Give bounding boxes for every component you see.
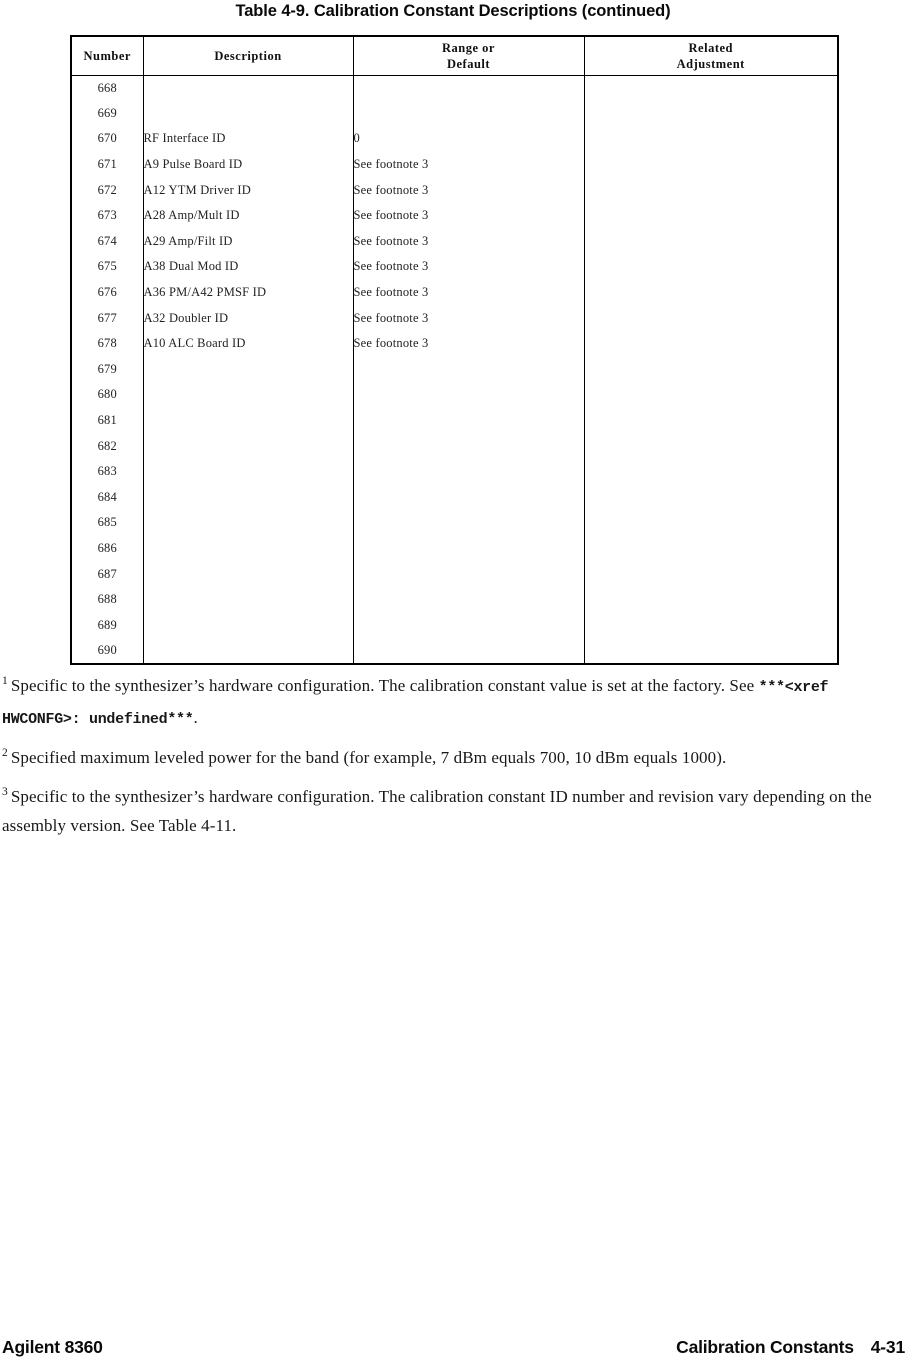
table-row	[71, 382, 838, 408]
table-row	[71, 305, 838, 331]
cell-number: 676	[97, 285, 117, 300]
table-row	[71, 229, 838, 255]
footnote-text: .	[193, 707, 198, 727]
cell-adjustment	[584, 229, 838, 255]
cell-description	[143, 536, 353, 562]
cell-range: See footnote 3	[353, 331, 584, 357]
cell-adjustment	[584, 485, 838, 511]
cell-number: 689	[97, 617, 117, 632]
footnote-marker: 3	[2, 785, 8, 798]
footnote-marker: 1	[2, 675, 8, 688]
cell-number: 690	[97, 642, 117, 657]
cell-description	[143, 433, 353, 459]
cell-adjustment	[584, 280, 838, 306]
cell-description: A12 YTM Driver ID	[143, 177, 353, 203]
cell-description	[143, 561, 353, 587]
column-header: Related Adjustment	[584, 36, 838, 75]
cell-number: 677	[97, 310, 117, 325]
cell-adjustment	[584, 382, 838, 408]
cell-range: See footnote 3	[353, 280, 584, 306]
cell-adjustment	[584, 612, 838, 638]
column-header: Range or Default	[353, 36, 584, 75]
footnote	[2, 782, 903, 841]
cell-number: 671	[97, 157, 117, 172]
cell-range	[353, 408, 584, 434]
cell-range	[353, 485, 584, 511]
cell-number: 674	[97, 233, 117, 248]
cell-number: 673	[97, 208, 117, 223]
cell-adjustment	[584, 152, 838, 178]
table-row	[71, 280, 838, 306]
cell-range	[353, 612, 584, 638]
cell-range	[353, 101, 584, 127]
cell-number: 668	[97, 80, 117, 95]
table-row	[71, 612, 838, 638]
cell-range	[353, 459, 584, 485]
cell-description: A28 Amp/Mult ID	[143, 203, 353, 229]
cell-adjustment	[584, 126, 838, 152]
table-row	[71, 587, 838, 613]
cell-number: 682	[97, 438, 117, 453]
cell-range	[353, 433, 584, 459]
cell-range: See footnote 3	[353, 229, 584, 255]
cell-description	[143, 510, 353, 536]
cell-description	[143, 459, 353, 485]
cell-description	[143, 101, 353, 127]
footnote-code: ***<xref HWCONFG>: undefined***	[2, 679, 829, 728]
cell-number: 687	[97, 566, 117, 581]
cell-adjustment	[584, 75, 838, 101]
table-body	[71, 75, 838, 664]
cell-range: 0	[353, 126, 584, 152]
cell-number: 688	[97, 592, 117, 607]
table-row	[71, 638, 838, 664]
cell-range	[353, 587, 584, 613]
cell-number: 683	[97, 464, 117, 479]
cell-description: A29 Amp/Filt ID	[143, 229, 353, 255]
table-row	[71, 101, 838, 127]
cell-adjustment	[584, 561, 838, 587]
cell-description	[143, 382, 353, 408]
column-header: Number	[71, 36, 143, 75]
cell-number: 669	[97, 105, 117, 120]
cell-number: 672	[97, 182, 117, 197]
table-row	[71, 126, 838, 152]
cell-description: A9 Pulse Board ID	[143, 152, 353, 178]
cell-adjustment	[584, 433, 838, 459]
cell-number: 680	[97, 387, 117, 402]
table-row	[71, 433, 838, 459]
cell-adjustment	[584, 357, 838, 383]
cell-description: RF Interface ID	[143, 126, 353, 152]
footer-model: Agilent 8360	[2, 1337, 103, 1357]
cell-range	[353, 357, 584, 383]
cell-description	[143, 638, 353, 664]
cell-range	[353, 638, 584, 664]
table-row	[71, 331, 838, 357]
cell-adjustment	[584, 177, 838, 203]
cell-range: See footnote 3	[353, 203, 584, 229]
cell-adjustment	[584, 587, 838, 613]
page-title: Table 4-9. Calibration Constant Descriptions (continued)	[235, 2, 671, 20]
cell-description: A36 PM/A42 PMSF ID	[143, 280, 353, 306]
footer-right	[676, 1337, 905, 1358]
cell-description: A32 Doubler ID	[143, 305, 353, 331]
table-row	[71, 536, 838, 562]
cell-description	[143, 75, 353, 101]
cell-number: 684	[97, 489, 117, 504]
footer-page-number: 4-31	[870, 1337, 905, 1357]
table-row	[71, 203, 838, 229]
cell-number: 678	[97, 336, 117, 351]
footnote-text: Specific to the synthesizer’s hardware configuration. The calibration constant ID number and revision vary depending on the assembly version. See Table 4-11.	[2, 786, 872, 835]
cell-range	[353, 536, 584, 562]
cell-adjustment	[584, 638, 838, 664]
cell-range: See footnote 3	[353, 152, 584, 178]
cell-range	[353, 75, 584, 101]
cell-adjustment	[584, 101, 838, 127]
cell-description	[143, 357, 353, 383]
cell-number: 681	[97, 413, 117, 428]
footnote-text: Specified maximum leveled power for the band (for example, 7 dBm equals 700, 10 dBm equals 1000).	[10, 748, 727, 767]
cell-number: 675	[97, 259, 117, 274]
table-row	[71, 254, 838, 280]
footnote-text: Specific to the synthesizer’s hardware configuration. The calibration constant value is set at the factory. See	[10, 676, 759, 695]
table-header	[71, 36, 838, 75]
cell-range: See footnote 3	[353, 254, 584, 280]
cell-description	[143, 587, 353, 613]
footer-section-title: Calibration Constants	[676, 1337, 854, 1357]
calibration-constants-table	[70, 35, 839, 665]
cell-description	[143, 612, 353, 638]
table-row	[71, 510, 838, 536]
cell-number: 670	[97, 131, 117, 146]
footnotes	[2, 671, 903, 850]
cell-adjustment	[584, 254, 838, 280]
footnote	[2, 743, 903, 773]
table-header-row	[71, 36, 838, 75]
column-header: Description	[143, 36, 353, 75]
table-row	[71, 177, 838, 203]
cell-adjustment	[584, 408, 838, 434]
table-row	[71, 459, 838, 485]
page-footer	[2, 1337, 905, 1358]
footnote	[2, 671, 903, 734]
cell-adjustment	[584, 203, 838, 229]
cell-description: A10 ALC Board ID	[143, 331, 353, 357]
cell-number: 679	[97, 361, 117, 376]
cell-range: See footnote 3	[353, 177, 584, 203]
cell-number: 685	[97, 515, 117, 530]
cell-description: A38 Dual Mod ID	[143, 254, 353, 280]
table-row	[71, 561, 838, 587]
table-row	[71, 357, 838, 383]
cell-adjustment	[584, 459, 838, 485]
cell-adjustment	[584, 510, 838, 536]
table-row	[71, 152, 838, 178]
cell-range	[353, 382, 584, 408]
footnote-marker: 2	[2, 747, 8, 760]
cell-description	[143, 485, 353, 511]
cell-adjustment	[584, 305, 838, 331]
cell-range: See footnote 3	[353, 305, 584, 331]
table-row	[71, 408, 838, 434]
cell-adjustment	[584, 331, 838, 357]
cell-range	[353, 561, 584, 587]
cell-adjustment	[584, 536, 838, 562]
cell-range	[353, 510, 584, 536]
cell-number: 686	[97, 540, 117, 555]
cell-description	[143, 408, 353, 434]
table-row	[71, 75, 838, 101]
table-row	[71, 485, 838, 511]
